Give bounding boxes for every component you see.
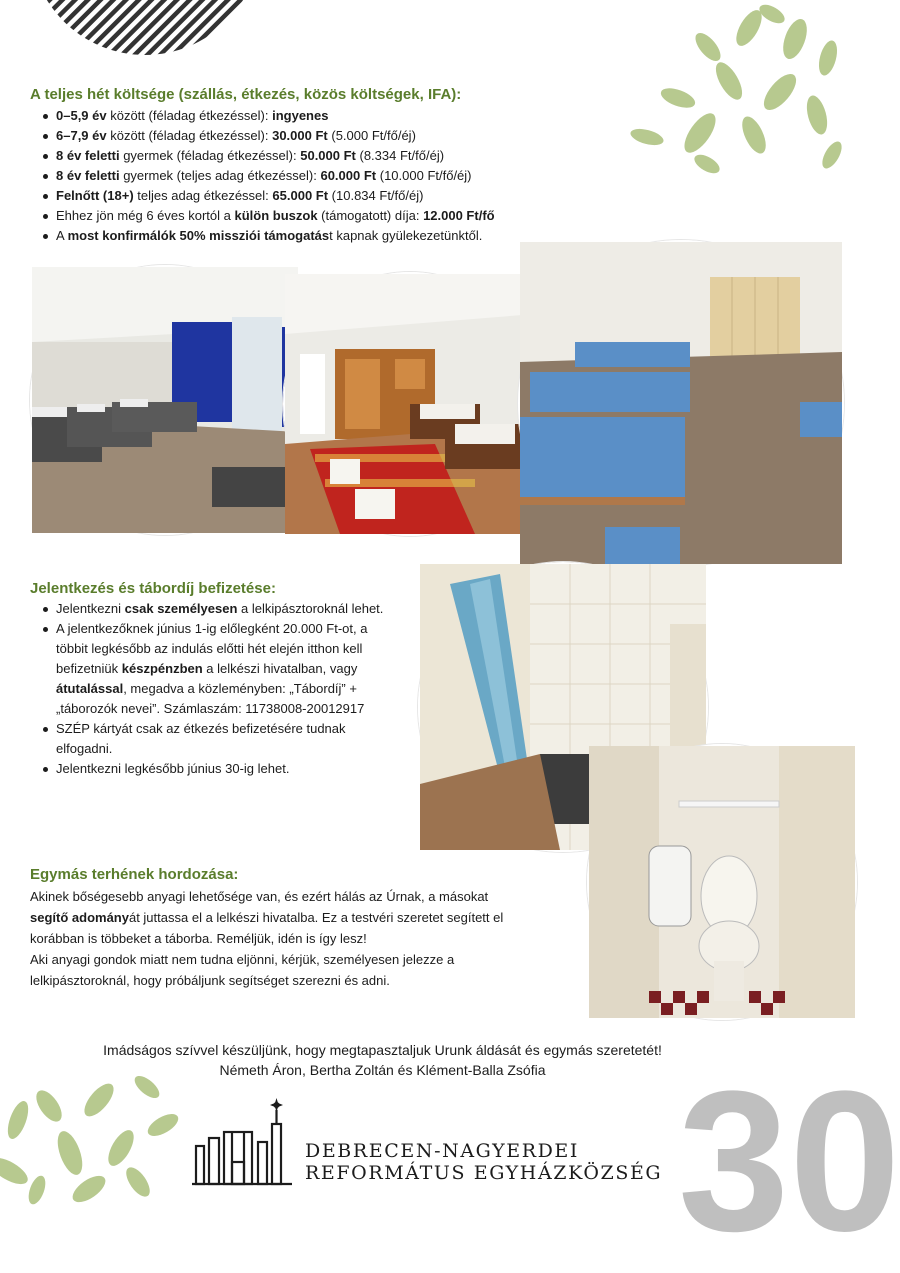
toilet-photo bbox=[587, 744, 857, 1020]
list-item: Ehhez jön még 6 éves kortól a külön buszok (támogatott) díja: 12.000 Ft/fő bbox=[56, 206, 616, 226]
dorm-room-photo-3 bbox=[518, 240, 844, 566]
church-name-line1: DEBRECEN-NAGYERDEI bbox=[305, 1140, 580, 1162]
list-item: 8 év feletti gyermek (féladag étkezéssel): 50.000 Ft (8.334 Ft/fő/éj) bbox=[56, 146, 616, 166]
burden-paragraph: Akinek bőségesebb anyagi lehetősége van, és ezért hálás az Úrnak, a másokat segítő adományát juttassa el a lelkészi hivatalba. Ez a testvéri szeretet segített el korábban is többeket a táborba. Reméljük, idén is így lesz! Aki anyagi gondok miatt nem tudna eljönni, kérjük, személyesen jelezze a lelkipásztoroknál, hogy próbáljunk segítséget szerezni és adni. bbox=[30, 889, 504, 988]
closing-blessing: Imádságos szívvel készüljünk, hogy megtapasztaljuk Urunk áldását és egymás szeretetét! bbox=[103, 1042, 662, 1058]
dorm-room-photo-2 bbox=[283, 272, 537, 536]
closing-signatures: Németh Áron, Bertha Zoltán és Klément-Balla Zsófia bbox=[219, 1062, 546, 1078]
registration-title: Jelentkezés és tábordíj befizetése: bbox=[30, 580, 276, 597]
cost-title: A teljes hét költsége (szállás, étkezés, közös költségek, IFA): bbox=[30, 86, 462, 103]
list-item: Felnőtt (18+) teljes adag étkezéssel: 65.000 Ft (10.834 Ft/fő/éj) bbox=[56, 186, 616, 206]
dorm-room-photo-1 bbox=[30, 265, 300, 535]
church-name-line2: REFORMÁTUS EGYHÁZKÖZSÉG bbox=[305, 1162, 663, 1184]
list-item: 6–7,9 év között (féladag étkezéssel): 30.000 Ft (5.000 Ft/fő/éj) bbox=[56, 126, 616, 146]
list-item: Jelentkezni csak személyesen a lelkipásztoroknál lehet. bbox=[56, 599, 456, 619]
church-name bbox=[305, 1140, 662, 1184]
list-item: A jelentkezőknek június 1-ig előlegként 20.000 Ft-ot, a többit legkésőbb az indulás előtti hét elején itthon kell befizetniük készpénzben a lelkészi hivatalban, vagy átutalással, megadva a közleményben: „Tábordíj” + „táborozók nevei”. Számlaszám: 11738008-20012917 bbox=[56, 619, 456, 719]
registration-list bbox=[32, 599, 456, 779]
list-item: SZÉP kártyát csak az étkezés befizetésére tudnak elfogadni. bbox=[56, 719, 456, 759]
anniversary-number: 30 bbox=[678, 1050, 900, 1273]
cost-list bbox=[32, 106, 616, 246]
list-item: A most konfirmálók 50% missziói támogatást kapnak gyülekezetünktől. bbox=[56, 226, 616, 246]
list-item: Jelentkezni legkésőbb június 30-ig lehet. bbox=[56, 759, 456, 779]
burden-title: Egymás terhének hordozása: bbox=[30, 866, 239, 883]
list-item: 8 év feletti gyermek (teljes adag étkezéssel): 60.000 Ft (10.000 Ft/fő/éj) bbox=[56, 166, 616, 186]
church-logo-icon bbox=[192, 1096, 294, 1188]
striped-circle-decoration bbox=[30, 0, 260, 65]
list-item: 0–5,9 év között (féladag étkezéssel): ingyenes bbox=[56, 106, 616, 126]
closing-text bbox=[0, 1040, 765, 1080]
